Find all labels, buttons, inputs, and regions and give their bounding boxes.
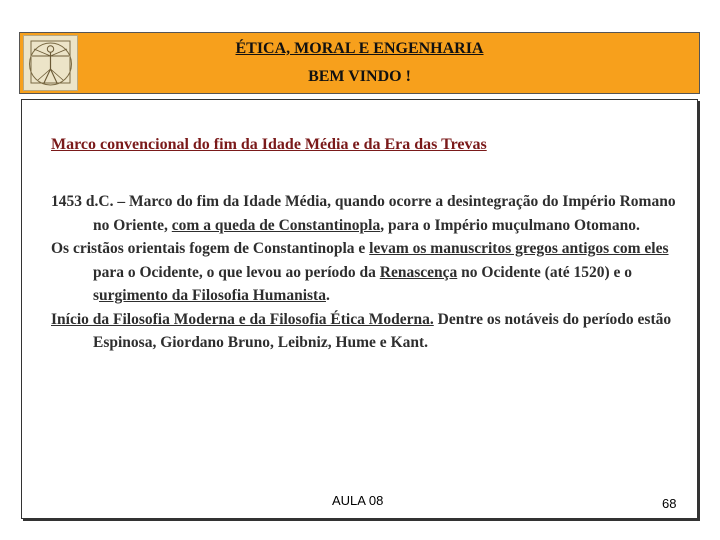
paragraph-1453 xyxy=(51,190,691,237)
p2-underlined-renascenca: Renascença xyxy=(379,263,458,281)
p2-text-a: Os cristãos orientais fogem de Constantinopla e xyxy=(51,240,370,257)
p1-text-c: , para o Império muçulmano Otomano. xyxy=(380,216,640,234)
p1-underlined-phrase: com a queda de Constantinopla xyxy=(171,216,381,234)
p2-text-g: . xyxy=(325,287,330,304)
p3-underlined-inicio: Início da Filosofia Moderna e da Filosofia Ética Moderna. xyxy=(51,310,434,328)
p1-text-a: 1453 d.C. – Marco do fim da Idade Média, quando ocorre a desintegração do Império Romano no Oriente, xyxy=(51,193,676,234)
welcome-subtitle: BEM VINDO ! xyxy=(308,68,411,85)
paragraph-cristaos xyxy=(51,237,691,308)
p3-text-b: Dentre os notáveis do período estão Espinosa, Giordano Bruno, Leibniz, Hume e Kant. xyxy=(93,310,672,351)
slide-header xyxy=(19,32,700,94)
paragraph-inicio xyxy=(51,308,691,355)
page-number: 68 xyxy=(662,496,677,511)
p2-text-c: para o Ocidente, o que levou ao período da xyxy=(93,263,380,281)
content-box xyxy=(21,99,698,519)
content-title: Marco convencional do fim da Idade Média e da Era das Trevas xyxy=(51,136,487,153)
slide-title: ÉTICA, MORAL E ENGENHARIA xyxy=(235,40,484,57)
footer-label: AULA 08 xyxy=(332,493,384,508)
p2-underlined-manuscritos: levam os manuscritos gregos antigos com eles xyxy=(369,240,669,257)
body-text xyxy=(51,190,691,355)
p2-underlined-filosofia: urgimento da Filosofia Humanista xyxy=(99,287,326,304)
p2-text-e: no Ocidente (até 1520) e o s xyxy=(93,263,633,304)
